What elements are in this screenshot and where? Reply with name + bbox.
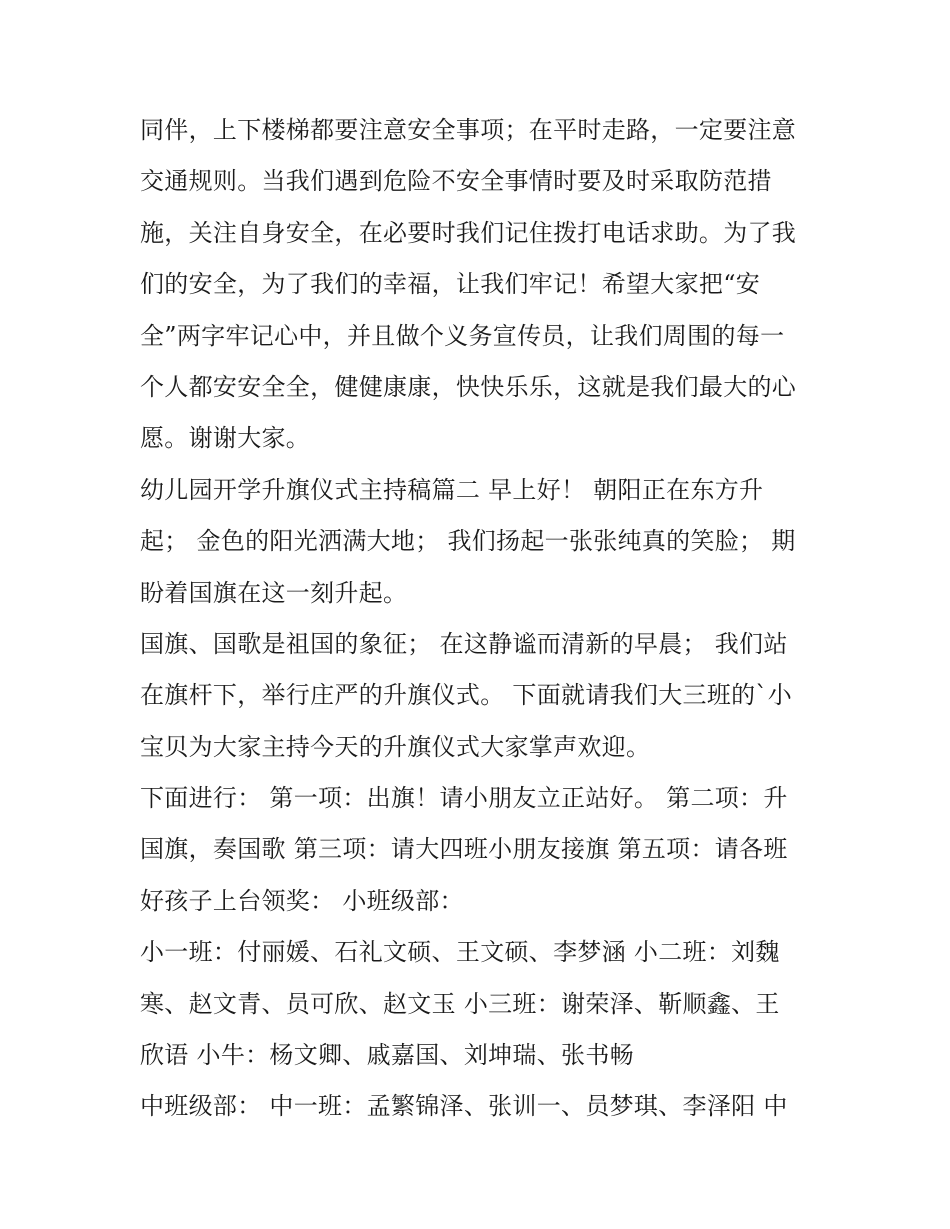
text-line: 起； 金色的阳光洒满大地； 我们扬起一张张纯真的笑脸； 期 <box>140 527 796 556</box>
text-line: 幼儿园开学升旗仪式主持稿篇二 早上好！ 朝阳正在东方升 <box>140 475 764 504</box>
text-line: 们的安全，为了我们的幸福，让我们牢记！希望大家把“安 <box>140 270 761 299</box>
text-line: 同伴，上下楼梯都要注意安全事项；在平时走路，一定要注意 <box>140 116 797 144</box>
text-line: 盼着国旗在这一刻升起。 <box>140 578 408 607</box>
text-line: 欣语 小牛：杨文卿、戚嘉国、刘坤瑞、张书畅 <box>140 1041 634 1070</box>
text-line: 交通规则。当我们遇到危险不安全事情时要及时采取防范措 <box>140 167 772 196</box>
text-line: 下面进行： 第一项：出旗！请小朋友立正站好。 第二项：升 <box>140 784 788 813</box>
text-line: 中班级部： 中一班：孟繁锦泽、张训一、员梦琪、李泽阳 中 <box>140 1092 788 1121</box>
text-line: 施，关注自身安全，在必要时我们记住拨打电话求助。为了我 <box>140 218 797 247</box>
text-line: 愿。谢谢大家。 <box>140 424 311 453</box>
text-line: 国旗、国歌是祖国的象征； 在这静谧而清新的早晨； 我们站 <box>140 629 788 658</box>
text-line: 个人都安安全全，健健康康，快快乐乐，这就是我们最大的心 <box>140 372 797 401</box>
text-line: 小一班：付丽媛、石礼文硕、王文硕、李梦涵 小二班：刘魏 <box>140 938 780 967</box>
text-line: 在旗杆下，举行庄严的升旗仪式。 下面就请我们大三班的`小 <box>140 681 793 710</box>
text-line: 国旗，奏国歌 第三项：请大四班小朋友接旗 第五项：请各班 <box>140 835 788 864</box>
text-line: 好孩子上台领奖： 小班级部： <box>140 886 464 915</box>
text-line: 寒、赵文青、员可欣、赵文玉 小三班：谢荣泽、靳顺鑫、王 <box>140 989 780 1018</box>
text-line: 宝贝为大家主持今天的升旗仪式大家掌声欢迎。 <box>140 732 651 761</box>
text-line: 全”两字牢记心中，并且做个义务宣传员，让我们周围的每一 <box>140 321 785 350</box>
document-body <box>140 105 820 1133</box>
